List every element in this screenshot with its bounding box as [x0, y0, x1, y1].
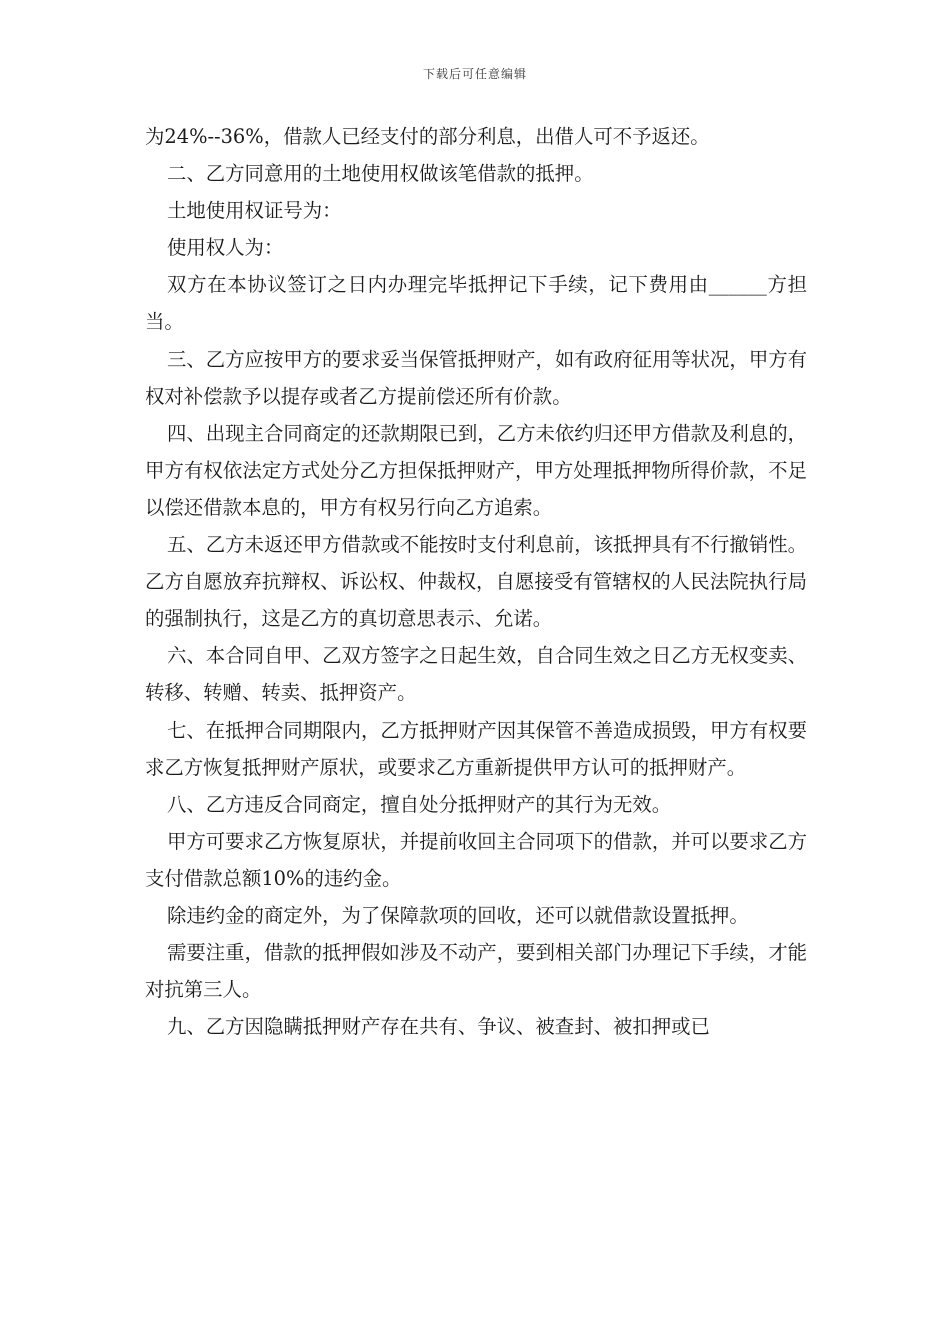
paragraph-interest-rate: 为24%--36%，借款人已经支付的部分利息，出借人可不予返还。 [145, 125, 710, 148]
paragraph-clause-6: 六、本合同自甲、乙双方签字之日起生效，自合同生效之日乙方无权变卖、转移、转赠、转卖、抵押资产。 [145, 644, 807, 705]
page-header: 下载后可任意编辑 [422, 67, 527, 81]
paragraph-clause-2: 二、乙方同意用的土地使用权做该笔借款的抵押。 [167, 162, 594, 186]
paragraph-right-holder: 使用权人为： [167, 236, 284, 260]
paragraph-clause-9: 九、乙方因隐瞒抵押财产存在共有、争议、被查封、被扣押或已 [167, 1015, 710, 1039]
paragraph-clause-4: 四、出现主合同商定的还款期限已到，乙方未依约归还甲方借款及利息的，甲方有权依法定方式处分乙方担保抵押财产，甲方处理抵押物所得价款，不足以偿还借款本息的，甲方有权另行向乙方追索。 [145, 421, 807, 519]
paragraph-clause-7: 七、在抵押合同期限内，乙方抵押财产因其保管不善造成损毁，甲方有权要求乙方恢复抵押财产原状，或要求乙方重新提供甲方认可的抵押财产。 [145, 718, 807, 779]
paragraph-notice: 需要注重，借款的抵押假如涉及不动产，要到相关部门办理记下手续，才能对抗第三人。 [145, 941, 807, 1002]
paragraph-clause-8: 八、乙方违反合同商定，擅自处分抵押财产的其行为无效。 [167, 792, 672, 816]
paragraph-registration: 双方在本协议签订之日内办理完毕抵押记下手续，记下费用由______方担当。 [145, 273, 807, 334]
document-body [145, 118, 807, 1045]
paragraph-land-cert-number: 土地使用权证号为： [167, 199, 342, 223]
paragraph-mortgage-setup: 除违约金的商定外，为了保障款项的回收，还可以就借款设置抵押。 [167, 903, 749, 927]
paragraph-clause-5: 五、乙方未返还甲方借款或不能按时支付利息前，该抵押具有不行撤销性。乙方自愿放弃抗辩权、诉讼权、仲裁权，自愿接受有管辖权的人民法院执行局的强制执行，这是乙方的真切意思表示、允诺。 [145, 533, 807, 631]
paragraph-penalty: 甲方可要求乙方恢复原状，并提前收回主合同项下的借款，并可以要求乙方支付借款总额10%的违约金。 [145, 829, 807, 890]
paragraph-clause-3: 三、乙方应按甲方的要求妥当保管抵押财产，如有政府征用等状况，甲方有权对补偿款予以提存或者乙方提前偿还所有价款。 [145, 347, 807, 408]
